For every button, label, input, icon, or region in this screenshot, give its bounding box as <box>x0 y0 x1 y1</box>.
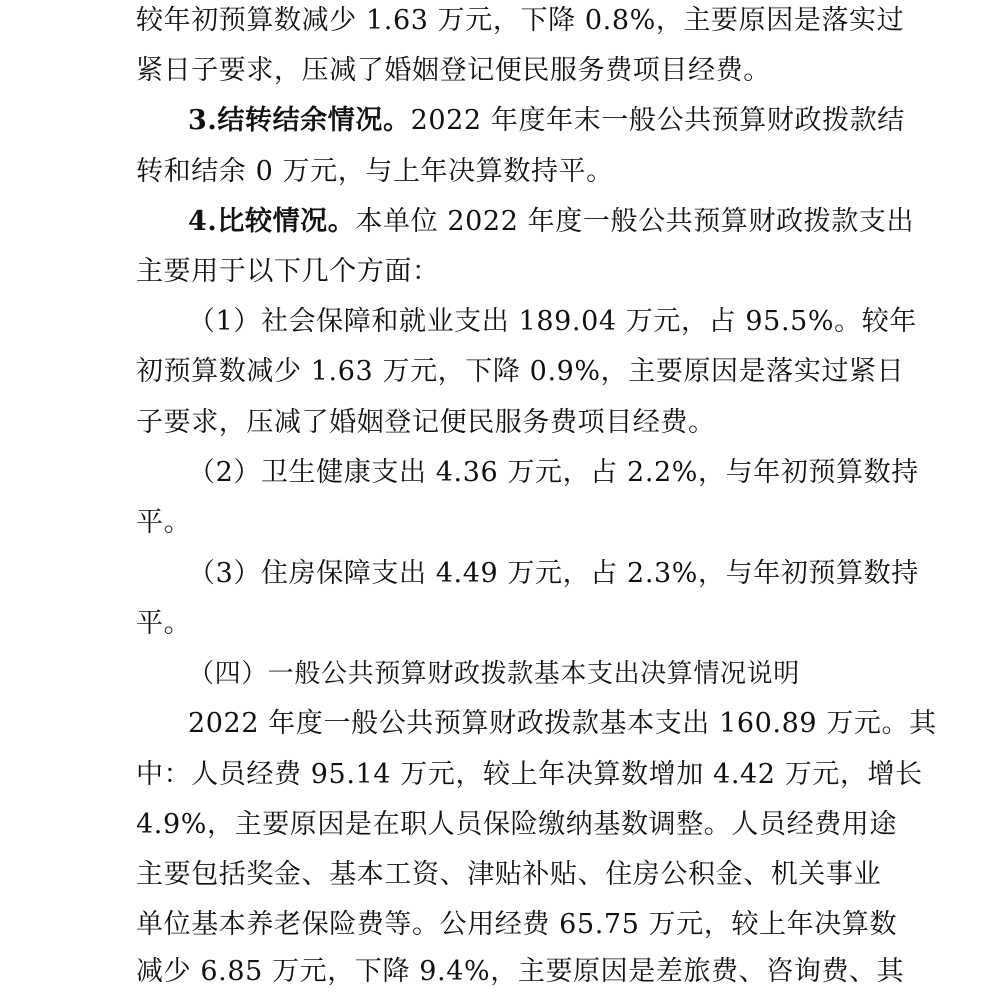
list-item-2-line <box>188 447 1000 499</box>
paragraph-line <box>136 799 1000 851</box>
line-text: 初预算数减少 1.63 万元，下降 0.9%，主要原因是落实过紧日 <box>136 356 905 387</box>
line-text: 单位基本养老保险费等。公用经费 65.75 万元，较上年决算数 <box>136 909 898 940</box>
paragraph-line <box>136 946 1000 998</box>
line-text: 平。 <box>136 608 192 639</box>
line-text: 2022 年度一般公共预算财政拨款基本支出 160.89 万元。其 <box>188 708 937 739</box>
paragraph-line <box>136 598 1000 650</box>
section-heading-bold: 4.比较情况。 <box>188 206 356 237</box>
line-text: 中：人员经费 95.14 万元，较上年决算数增加 4.42 万元，增长 <box>136 759 923 790</box>
line-text: 平。 <box>136 507 192 538</box>
line-text: 2022 年度年末一般公共预算财政拨款结 <box>410 105 905 136</box>
paragraph-line <box>136 346 1000 398</box>
paragraph-line <box>136 497 1000 549</box>
list-item-3-line <box>188 548 1000 600</box>
section-heading-bold: 3.结转结余情况。 <box>188 105 411 136</box>
line-text: 主要用于以下几个方面： <box>136 256 440 287</box>
paragraph-line <box>188 698 1000 750</box>
heading-text: （四）一般公共预算财政拨款基本支出决算情况说明 <box>188 659 800 689</box>
line-text: （3）住房保障支出 4.49 万元，占 2.3%，与年初预算数持 <box>188 558 919 589</box>
line-text: 4.9%，主要原因是在职人员保险缴纳基数调整。人员经费用途 <box>136 809 897 840</box>
section-3-line <box>188 95 1000 147</box>
paragraph-line <box>136 246 1000 298</box>
paragraph-line <box>136 397 1000 449</box>
list-item-1-line <box>188 296 1000 348</box>
paragraph-line <box>136 849 1000 901</box>
paragraph-line <box>136 146 1000 198</box>
line-text: 主要包括奖金、基本工资、津贴补贴、住房公积金、机关事业 <box>136 859 882 890</box>
line-text: （2）卫生健康支出 4.36 万元，占 2.2%，与年初预算数持 <box>188 457 919 488</box>
section-4-line <box>188 196 1000 248</box>
paragraph-line <box>136 0 1000 47</box>
line-text: 子要求，压减了婚姻登记便民服务费项目经费。 <box>136 407 716 438</box>
line-text: 转和结余 0 万元，与上年决算数持平。 <box>136 156 614 187</box>
line-text: 紧日子要求，压减了婚姻登记便民服务费项目经费。 <box>136 55 771 86</box>
subsection-heading <box>188 648 1000 700</box>
paragraph-line <box>136 899 1000 951</box>
line-text: （1）社会保障和就业支出 189.04 万元，占 95.5%。较年 <box>188 306 917 337</box>
line-text: 减少 6.85 万元，下降 9.4%，主要原因是差旅费、咨询费、其 <box>136 956 905 987</box>
line-text: 较年初预算数减少 1.63 万元，下降 0.8%，主要原因是落实过 <box>136 5 905 36</box>
line-text: 本单位 2022 年度一般公共预算财政拨款支出 <box>355 206 915 237</box>
paragraph-line <box>136 45 1000 97</box>
paragraph-line <box>136 749 1000 801</box>
